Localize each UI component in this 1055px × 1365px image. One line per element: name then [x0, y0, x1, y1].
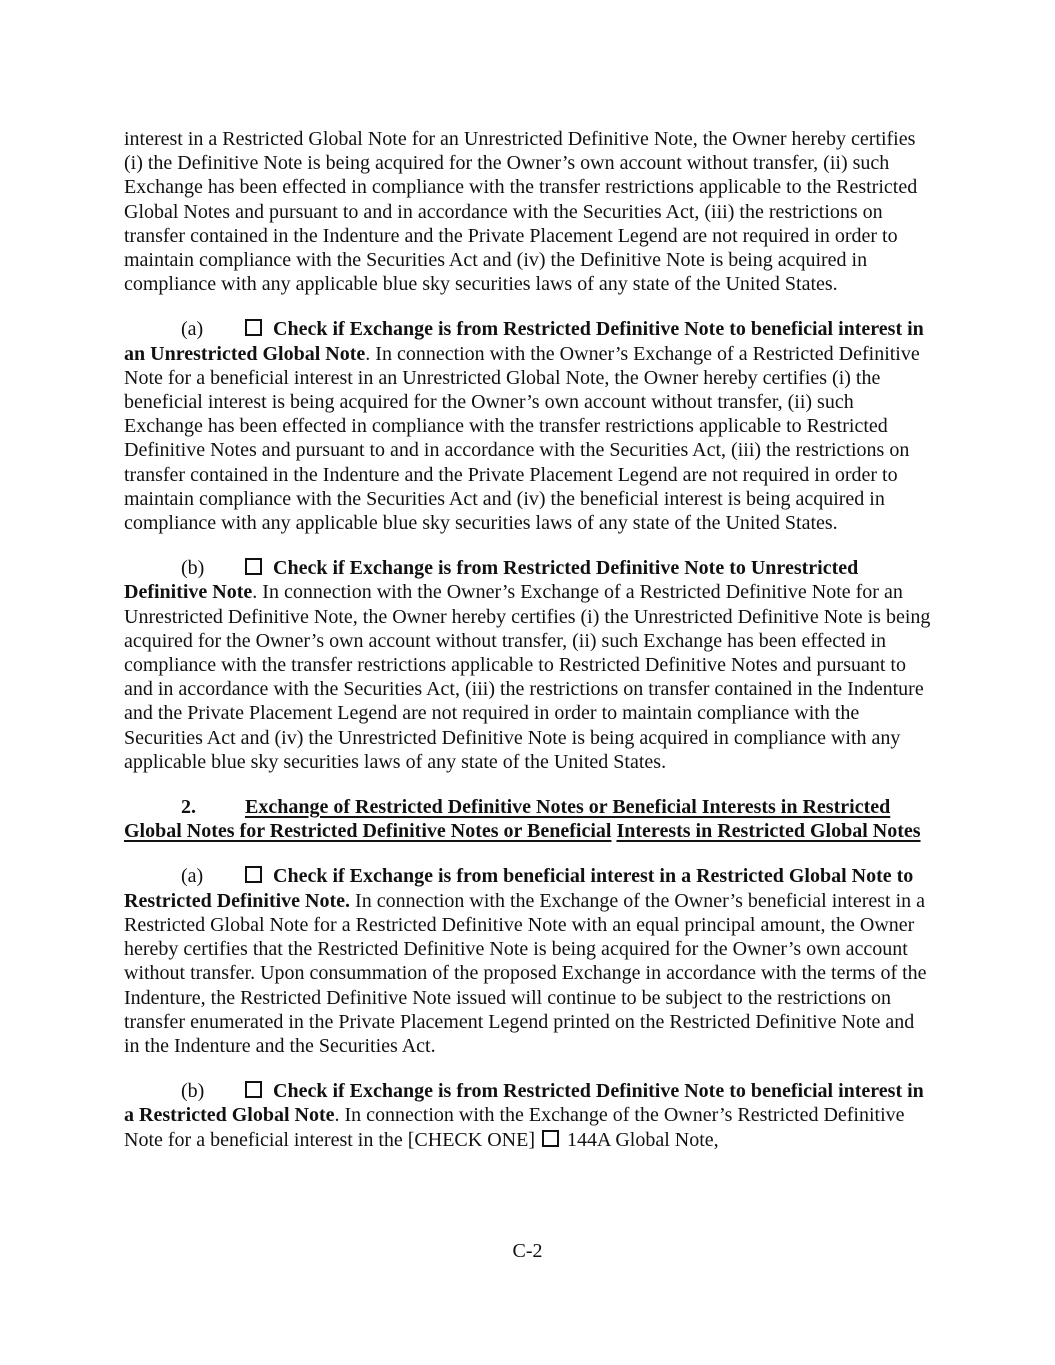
unchecked-checkbox-icon[interactable]: [245, 1081, 262, 1098]
paragraph-text: . In connection with the Exchange of the Owner’s Restricted Definitive Note for a beneficial interest in the [CHECK ONE]: [124, 1104, 905, 1151]
paragraph-2b: [124, 1079, 934, 1152]
list-label: (b): [181, 1080, 205, 1103]
unchecked-checkbox-icon[interactable]: [245, 866, 262, 883]
list-label: (a): [181, 318, 204, 341]
paragraph-1a: [124, 317, 934, 535]
section-title: Exchange of Restricted Definitive Notes or Beneficial Interests in Restricted Global Notes for Restricted Definitive Notes or Beneficial: [124, 796, 891, 843]
paragraph-2a: [124, 864, 934, 1058]
unchecked-checkbox-icon[interactable]: [245, 558, 262, 575]
paragraph-text: In connection with the Exchange of the Owner’s beneficial interest in a Restricted Global Note for a Restricted Definitive Note with an equal principal amount, the Owner hereby certifies that the Restricted Definitive Note is being acquired for the Owner’s own account without transfer. Upon consummation of the proposed Exchange in accordance with the terms of the Indenture, the Restricted Definitive Note issued will continue to be subject to the restrictions on transfer enumerated in the Private Placement Legend printed on the Restricted Definitive Note and in the Indenture and the Securities Act.: [124, 889, 927, 1057]
section-title-continued: Interests in Restricted Global Notes: [616, 820, 921, 843]
page-footer: [0, 1239, 1055, 1263]
unchecked-checkbox-icon-144a[interactable]: [542, 1130, 559, 1147]
unchecked-checkbox-icon[interactable]: [245, 319, 262, 336]
paragraph-continuation: [124, 127, 934, 296]
section-heading: [124, 795, 934, 843]
check-option-title: Check if Exchange is from Restricted Definitive Note to Unrestricted Definitive Note: [124, 557, 859, 604]
page-number: C-2: [512, 1240, 543, 1262]
paragraph-text: interest in a Restricted Global Note for an Unrestricted Definitive Note, the Owner hereby certifies (i) the Definitive Note is being acquired for the Owner’s own account without transfer, (ii) such Exchange has been effected in compliance with the transfer restrictions applicable to the Restricted Global Notes and pursuant to and in accordance with the Securities Act, (iii) the restrictions on transfer contained in the Indenture and the Private Placement Legend are not required in order to maintain compliance with the Securities Act and (iv) the Definitive Note is being acquired in compliance with any applicable blue sky securities laws of any state of the United States.: [124, 128, 918, 296]
list-label: (a): [181, 865, 204, 888]
check-option-title: Check if Exchange is from Restricted Definitive Note to beneficial interest in an Unrestricted Global Note: [124, 318, 924, 365]
paragraph-text: . In connection with the Owner’s Exchange of a Restricted Definitive Note for an Unrestricted Definitive Note, the Owner hereby certifies (i) the Unrestricted Definitive Note is being acquired for the Owner’s own account without transfer, (ii) such Exchange has been effected in compliance with the transfer restrictions applicable to Restricted Definitive Notes and pursuant to and in accordance with the Securities Act, (iii) the restrictions on transfer contained in the Indenture and the Private Placement Legend are not required in order to maintain compliance with the Securities Act and (iv) the Unrestricted Definitive Note is being acquired in compliance with any applicable blue sky securities laws of any state of the United States.: [124, 581, 931, 773]
section-number: 2.: [181, 796, 196, 819]
check-option-title: Check if Exchange is from beneficial interest in a Restricted Global Note to Restricted Definitive Note.: [124, 865, 914, 912]
check-option-title: Check if Exchange is from Restricted Definitive Note to beneficial interest in a Restricted Global Note: [124, 1080, 924, 1127]
paragraph-text: 144A Global Note,: [566, 1128, 719, 1151]
paragraph-text: . In connection with the Owner’s Exchange of a Restricted Definitive Note for a beneficial interest in an Unrestricted Global Note, the Owner hereby certifies (i) the beneficial interest is being acquired for the Owner’s own account without transfer, (ii) such Exchange has been effected in compliance with the transfer restrictions applicable to Restricted Definitive Notes and pursuant to and in accordance with the Securities Act, (iii) the restrictions on transfer contained in the Indenture and the Private Placement Legend are not required in order to maintain compliance with the Securities Act and (iv) the beneficial interest is being acquired in compliance with any applicable blue sky securities laws of any state of the United States.: [124, 342, 920, 535]
paragraph-1b: [124, 556, 934, 774]
list-label: (b): [181, 557, 205, 580]
document-content: [124, 127, 934, 1152]
